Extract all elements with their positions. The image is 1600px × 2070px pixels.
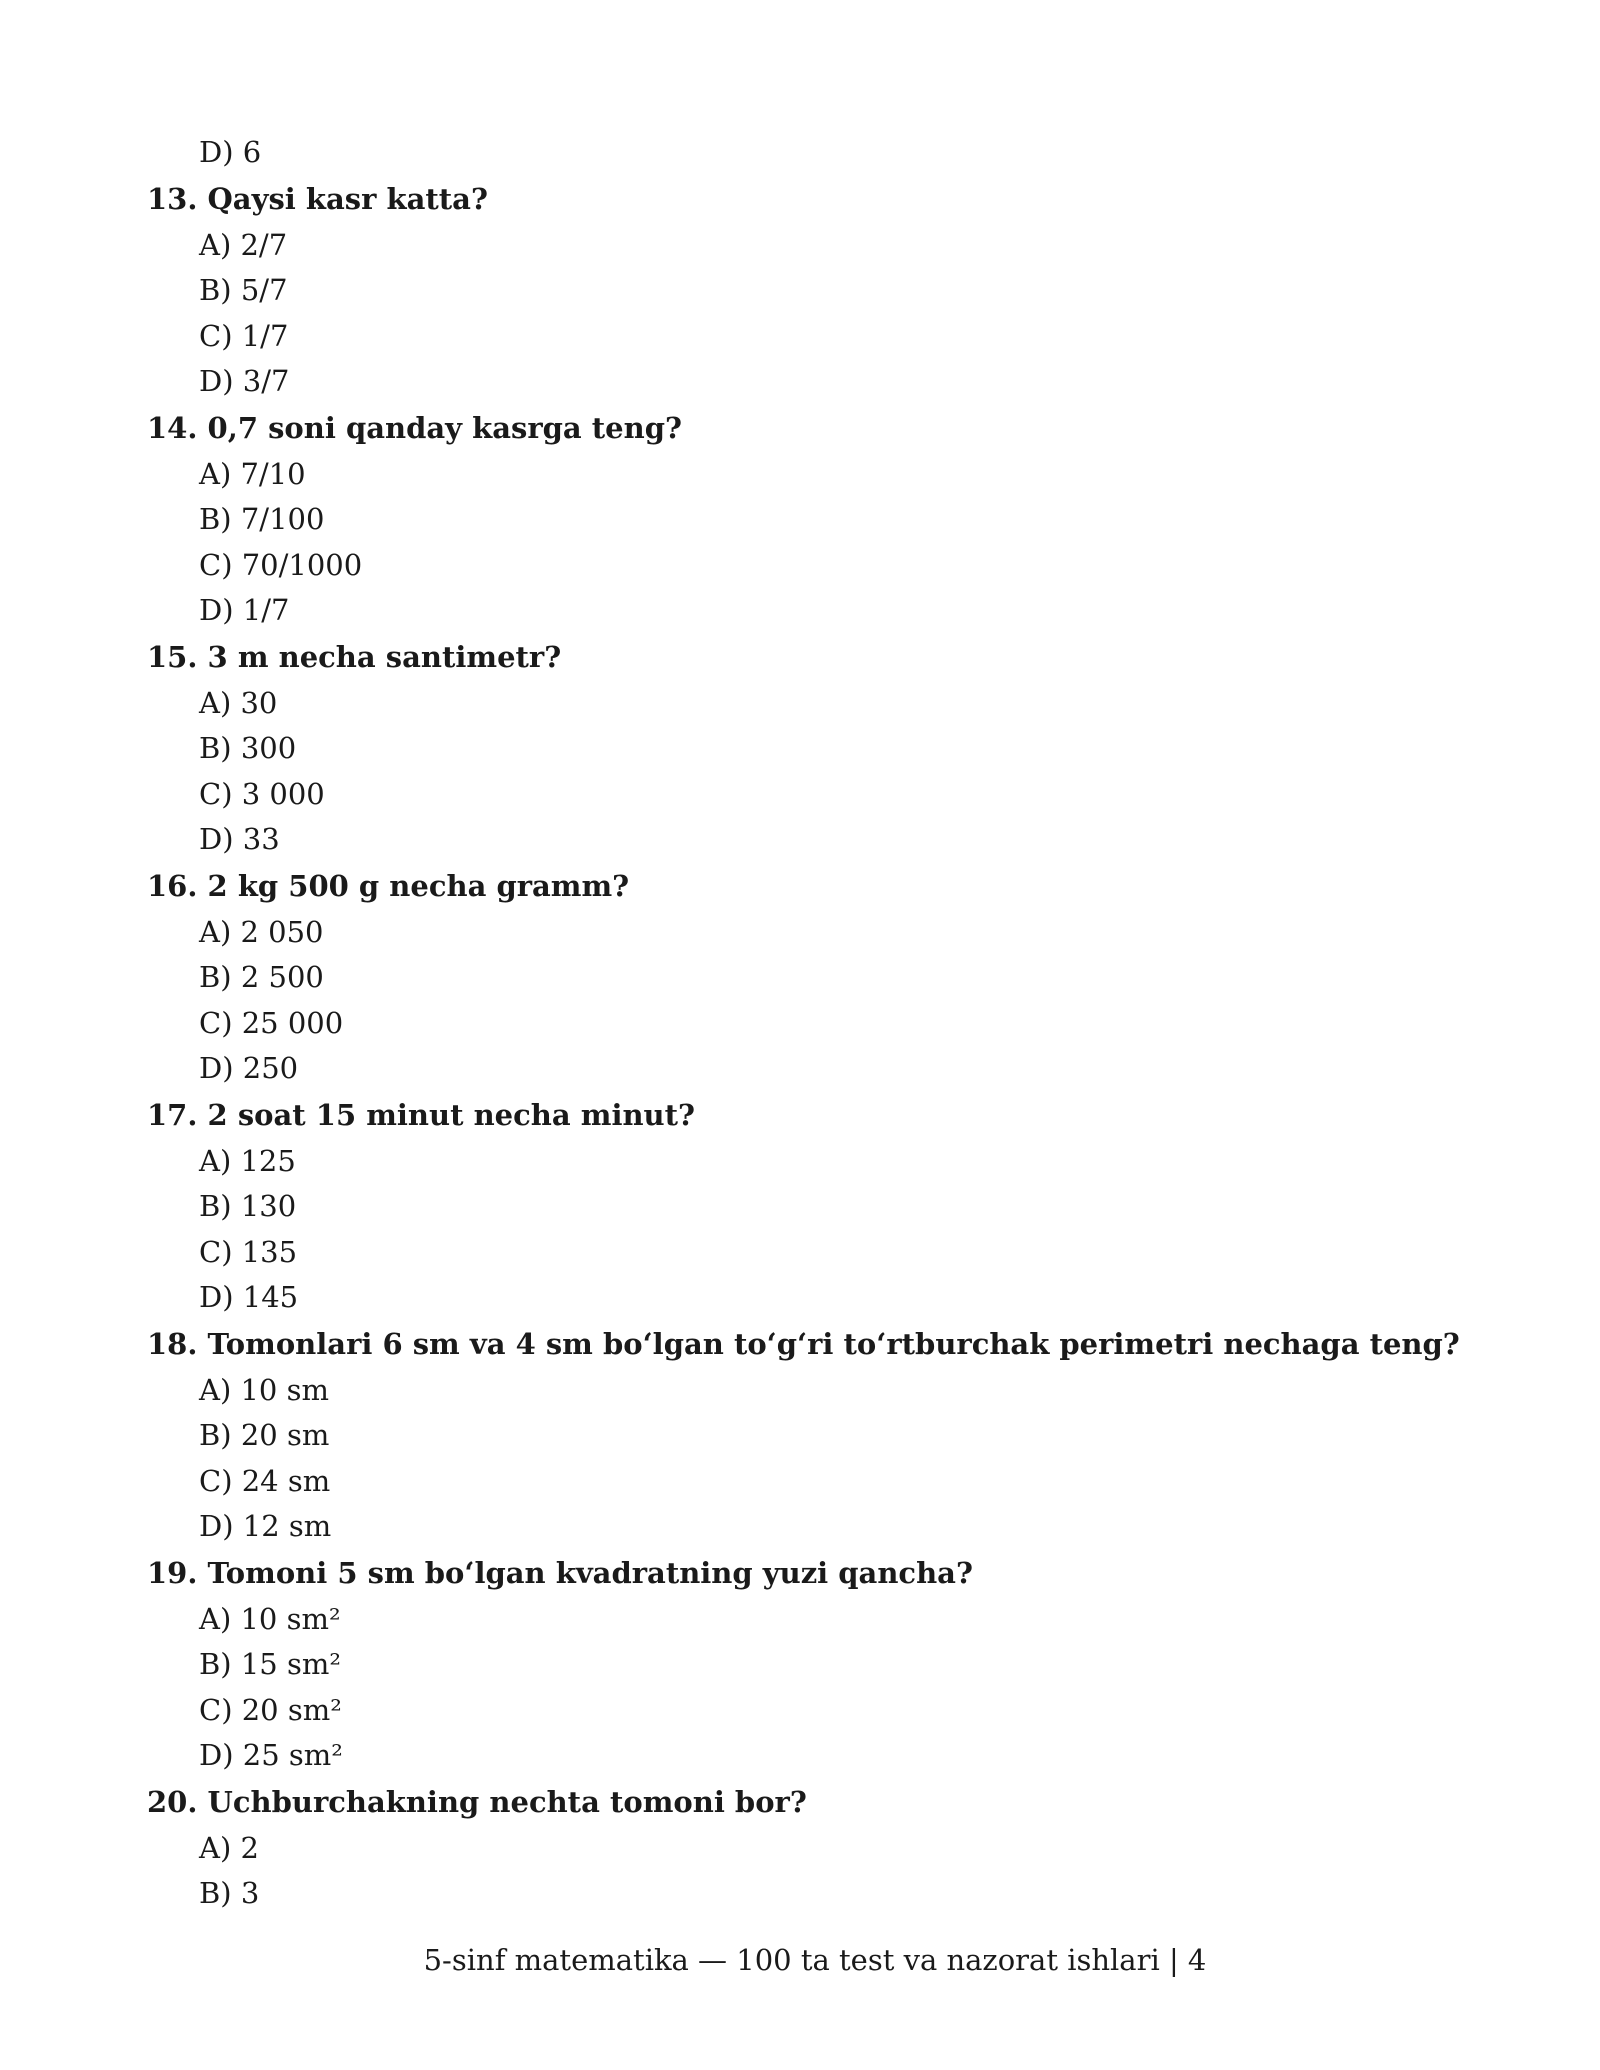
question-text: 16. 2 kg 500 g necha gramm? — [147, 868, 630, 903]
answer-option: A) 7/10 — [199, 456, 306, 491]
answer-option: A) 10 sm — [199, 1372, 329, 1407]
answer-option: C) 20 sm² — [199, 1692, 342, 1727]
answer-option: D) 25 sm² — [199, 1738, 343, 1772]
answer-option: A) 2 050 — [199, 914, 324, 949]
question-block — [147, 1779, 1467, 1917]
test-content — [147, 130, 1467, 1917]
answer-option: A) 125 — [199, 1143, 296, 1178]
question-block — [147, 863, 1467, 1092]
question-block — [147, 1321, 1467, 1550]
answer-option: D) 145 — [199, 1280, 299, 1314]
answer-option: A) 30 — [199, 685, 278, 720]
question-text: 18. Tomonlari 6 sm va 4 sm bo‘lgan to‘g‘ri to‘rtburchak perimetri nechaga teng? — [147, 1326, 1460, 1361]
answer-option: B) 300 — [199, 731, 297, 765]
page-footer: 5-sinf matematika — 100 ta test va nazorat ishlari | 4 — [423, 1943, 1207, 1977]
answer-option: D) 250 — [199, 1051, 299, 1085]
question-block — [147, 1092, 1467, 1321]
answer-option: B) 7/100 — [199, 502, 325, 536]
answer-option: A) 10 sm² — [199, 1601, 341, 1636]
answer-option: D) 33 — [199, 822, 280, 856]
question-text: 14. 0,7 soni qanday kasrga teng? — [147, 410, 682, 445]
answer-option: B) 3 — [199, 1876, 260, 1910]
question-text: 19. Tomoni 5 sm bo‘lgan kvadratning yuzi qancha? — [147, 1555, 973, 1590]
answer-option: B) 130 — [199, 1189, 297, 1223]
answer-option: A) 2/7 — [199, 227, 288, 262]
question-block — [147, 1550, 1467, 1779]
answer-option: B) 15 sm² — [199, 1647, 341, 1681]
question-text: 17. 2 soat 15 minut necha minut? — [147, 1097, 696, 1132]
answer-option: C) 3 000 — [199, 776, 325, 811]
answer-option: C) 70/1000 — [199, 547, 363, 582]
answer-option: C) 1/7 — [199, 318, 289, 353]
question-text: 20. Uchburchakning nechta tomoni bor? — [147, 1784, 807, 1819]
question-text: 15. 3 m necha santimetr? — [147, 639, 562, 674]
answer-option: A) 2 — [199, 1830, 259, 1865]
question-block — [147, 405, 1467, 634]
answer-option: B) 5/7 — [199, 273, 288, 307]
question-block — [147, 176, 1467, 405]
answer-option: D) 12 sm — [199, 1509, 332, 1543]
answer-option: C) 25 000 — [199, 1005, 344, 1040]
answer-option: D) 6 — [199, 135, 262, 169]
answer-option: B) 2 500 — [199, 960, 324, 994]
answer-option: C) 24 sm — [199, 1463, 331, 1498]
answer-option: B) 20 sm — [199, 1418, 330, 1452]
answer-option: C) 135 — [199, 1234, 298, 1269]
question-text: 13. Qaysi kasr katta? — [147, 181, 488, 216]
answer-option: D) 1/7 — [199, 593, 290, 627]
answer-option: D) 3/7 — [199, 364, 290, 398]
question-block — [147, 634, 1467, 863]
